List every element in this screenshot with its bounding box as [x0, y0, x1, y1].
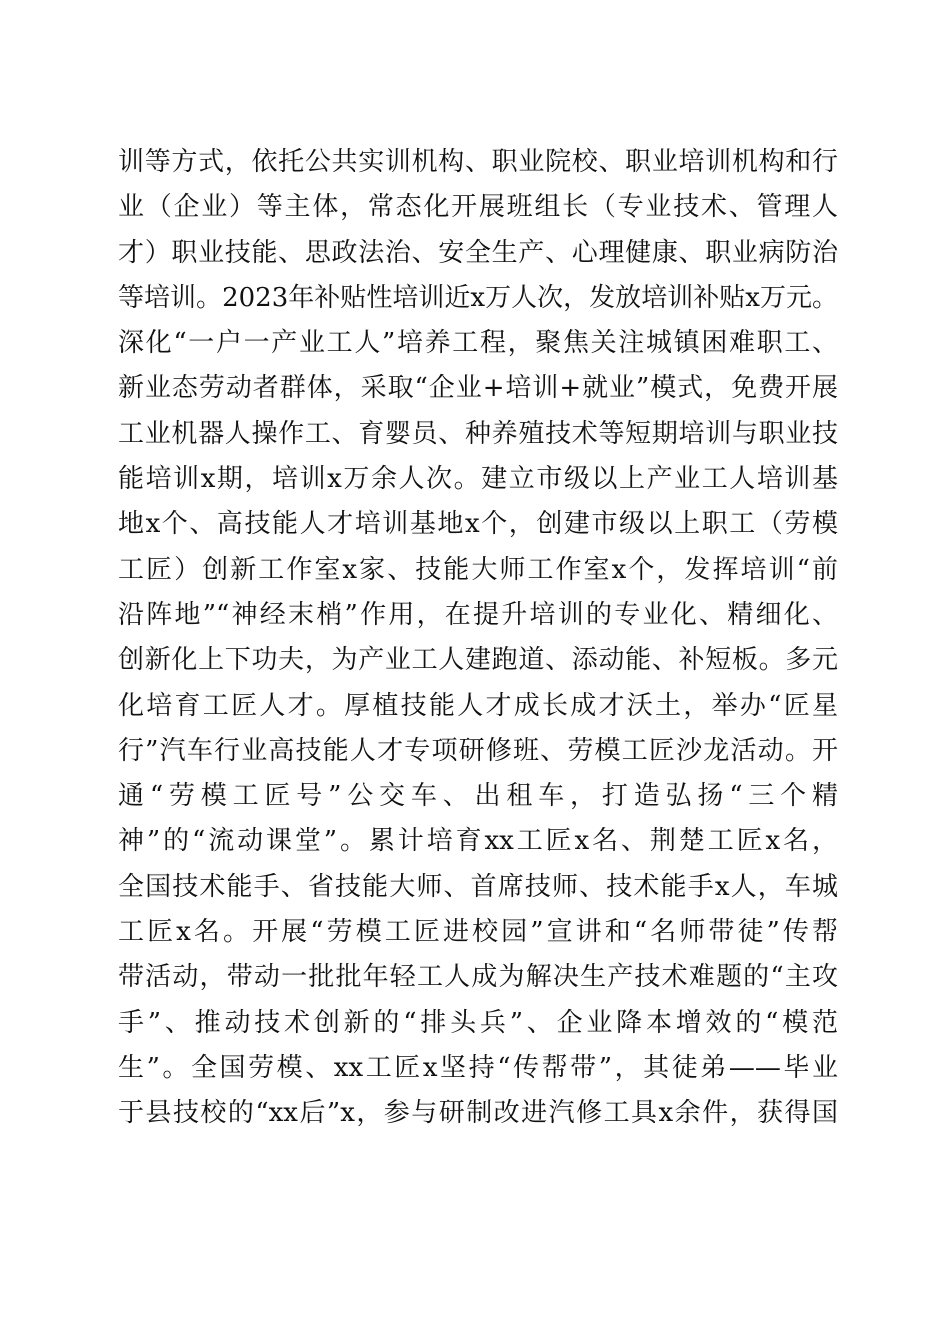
- body-text: [118, 140, 838, 1137]
- text-line: 通“劳模工匠号”公交车、出租车，打造弘扬“三个精: [118, 781, 838, 812]
- text-line: 等培训。2023年补贴性培训近x万人次，发放培训补贴x万元。: [118, 282, 838, 313]
- text-line: 深化“一户一产业工人”培养工程，聚焦关注城镇困难职工、: [118, 328, 838, 359]
- text-line: 工匠）创新工作室x家、技能大师工作室x个，发挥培训“前: [118, 554, 838, 585]
- text-line: 生”。全国劳模、xx工匠x坚持“传帮带”，其徒弟——毕业: [118, 1052, 838, 1083]
- text-line: 才）职业技能、思政法治、安全生产、心理健康、职业病防治: [118, 237, 838, 268]
- text-line: 工匠x名。开展“劳模工匠进校园”宣讲和“名师带徒”传帮: [118, 917, 838, 948]
- text-line: 新业态劳动者群体，采取“企业+培训+就业”模式，免费开展: [118, 373, 838, 404]
- text-line: 于县技校的“xx后”x，参与研制改进汽修工具x余件，获得国: [118, 1098, 838, 1129]
- text-line: 工业机器人操作工、育婴员、种养殖技术等短期培训与职业技: [118, 418, 838, 449]
- text-line: 业（企业）等主体，常态化开展班组长（专业技术、管理人: [118, 192, 838, 223]
- text-line: 地x个、高技能人才培训基地x个，创建市级以上职工（劳模: [118, 509, 838, 540]
- text-line: 能培训x期，培训x万余人次。建立市级以上产业工人培训基: [118, 464, 838, 495]
- text-line: 化培育工匠人才。厚植技能人才成长成才沃土，举办“匠星: [118, 690, 838, 721]
- text-line: 训等方式，依托公共实训机构、职业院校、职业培训机构和行: [118, 147, 838, 177]
- text-line: 沿阵地”“神经末梢”作用，在提升培训的专业化、精细化、: [118, 599, 838, 630]
- text-line: 手”、推动技术创新的“排头兵”、企业降本增效的“模范: [118, 1007, 838, 1038]
- text-line: 创新化上下功夫，为产业工人建跑道、添动能、补短板。多元: [118, 645, 838, 676]
- text-line: 神”的“流动课堂”。累计培育xx工匠x名、荆楚工匠x名，: [118, 826, 838, 857]
- text-line: 带活动，带动一批批年轻工人成为解决生产技术难题的“主攻: [118, 962, 838, 993]
- text-line: 全国技术能手、省技能大师、首席技师、技术能手x人，车城: [118, 871, 838, 902]
- text-line: 行”汽车行业高技能人才专项研修班、劳模工匠沙龙活动。开: [118, 735, 838, 766]
